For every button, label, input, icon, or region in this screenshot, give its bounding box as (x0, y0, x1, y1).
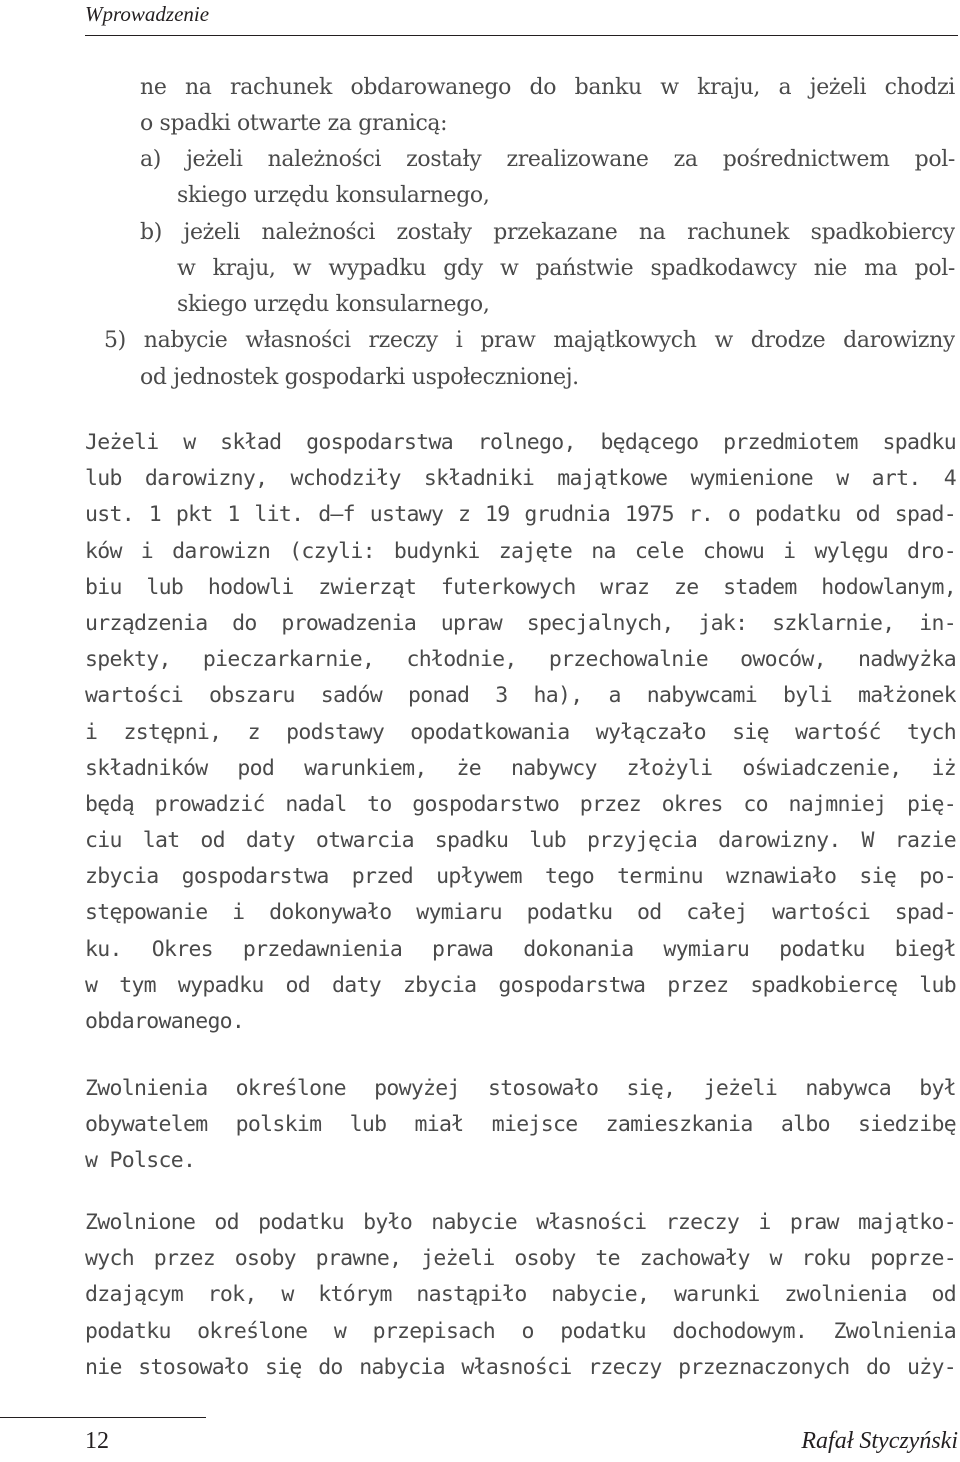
text-line: ku. Okres przedawnienia prawa dokonania wymiaru podatku biegł (85, 936, 956, 962)
text-line: nie stosowało się do nabycia własności rzeczy przeznaczonych do uży- (85, 1354, 956, 1380)
list-line: ne na rachunek obdarowanego do banku w kraju, a jeżeli chodzi (140, 75, 955, 100)
text-line: stępowanie i dokonywało wymiaru podatku od całej wartości spad- (85, 900, 956, 926)
text-line: w Polsce. (85, 1148, 196, 1174)
text-line: Zwolnienia określone powyżej stosowało się, jeżeli nabywca był (85, 1076, 956, 1101)
text-line: wych przez osoby prawne, jeżeli osoby te zachowały w roku poprze- (85, 1246, 956, 1272)
text-line: ciu lat od daty otwarcia spadku lub przyjęcia darowizny. W razie (85, 828, 956, 854)
list-line: skiego urzędu konsularnego, (177, 183, 490, 208)
text-line: biu lub hodowli zwierząt futerkowych wraz ze stadem hodowlanym, (85, 574, 956, 600)
text-line: będą prowadzić nadal to gospodarstwo przez okres co najmniej pię- (85, 791, 956, 817)
text-line: dzającym rok, w którym nastąpiło nabycie, warunki zwolnienia od (85, 1282, 956, 1308)
text-line: ust. 1 pkt 1 lit. d–f ustawy z 19 grudnia 1975 r. o podatku od spad- (85, 502, 956, 528)
list-line: od jednostek gospodarki uspołecznionej. (140, 365, 579, 390)
page-number: 12 (85, 1428, 109, 1454)
footer-rule (0, 1417, 206, 1418)
text-line: składników pod warunkiem, że nabywcy złożyli oświadczenie, iż (85, 755, 956, 781)
paragraph-farm-exemption (85, 425, 956, 1040)
list-item-5: 5) nabycie własności rzeczy i praw majątkowych w drodze darowizny (104, 328, 955, 353)
list-line: o spadki otwarte za granicą: (140, 111, 448, 136)
paragraph-legal-persons (85, 1205, 956, 1386)
text-line: Jeżeli w skład gospodarstwa rolnego, będącego przedmiotem spadku (85, 430, 956, 455)
list-item-b: b) jeżeli należności zostały przekazane na rachunek spadkobiercy (140, 220, 955, 245)
text-line: obywatelem polskim lub miał miejsce zamieszkania albo siedzibę (85, 1112, 956, 1138)
text-line: ków i darowizn (czyli: budynki zajęte na cele chowu i wylęgu dro- (85, 538, 956, 564)
text-line: wartości obszaru sadów ponad 3 ha), a nabywcami byli małżonek (85, 683, 956, 709)
text-line: w tym wypadku od daty zbycia gospodarstwa przez spadkobiercę lub (85, 972, 956, 998)
author-name: Rafał Styczyński (801, 1428, 958, 1454)
paragraph-citizenship-condition (85, 1071, 956, 1180)
text-line: zbycia gospodarstwa przed upływem tego terminu wznawiało się po- (85, 864, 956, 890)
text-line: spekty, pieczarkarnie, chłodnie, przechowalnie owoców, nadwyżka (85, 647, 956, 673)
text-line: obdarowanego. (85, 1009, 245, 1034)
list-item-a: a) jeżeli należności zostały zrealizowane za pośrednictwem pol- (140, 147, 955, 172)
header-rule (85, 35, 958, 36)
text-line: lub darowizny, wchodziły składniki majątkowe wymienione w art. 4 (85, 466, 956, 492)
list-line: w kraju, w wypadku gdy w państwie spadkodawcy nie ma pol- (177, 256, 955, 281)
text-line: podatku określone w przepisach o podatku dochodowym. Zwolnienia (85, 1318, 956, 1344)
text-line: i zstępni, z podstawy opodatkowania wyłączało się wartość tych (85, 719, 956, 745)
list-line: skiego urzędu konsularnego, (177, 292, 490, 317)
text-line: urządzenia do prowadzenia upraw specjalnych, jak: szklarnie, in- (85, 610, 956, 636)
running-header: Wprowadzenie (85, 2, 210, 26)
text-line: Zwolnione od podatku było nabycie własności rzeczy i praw majątko- (85, 1210, 956, 1235)
